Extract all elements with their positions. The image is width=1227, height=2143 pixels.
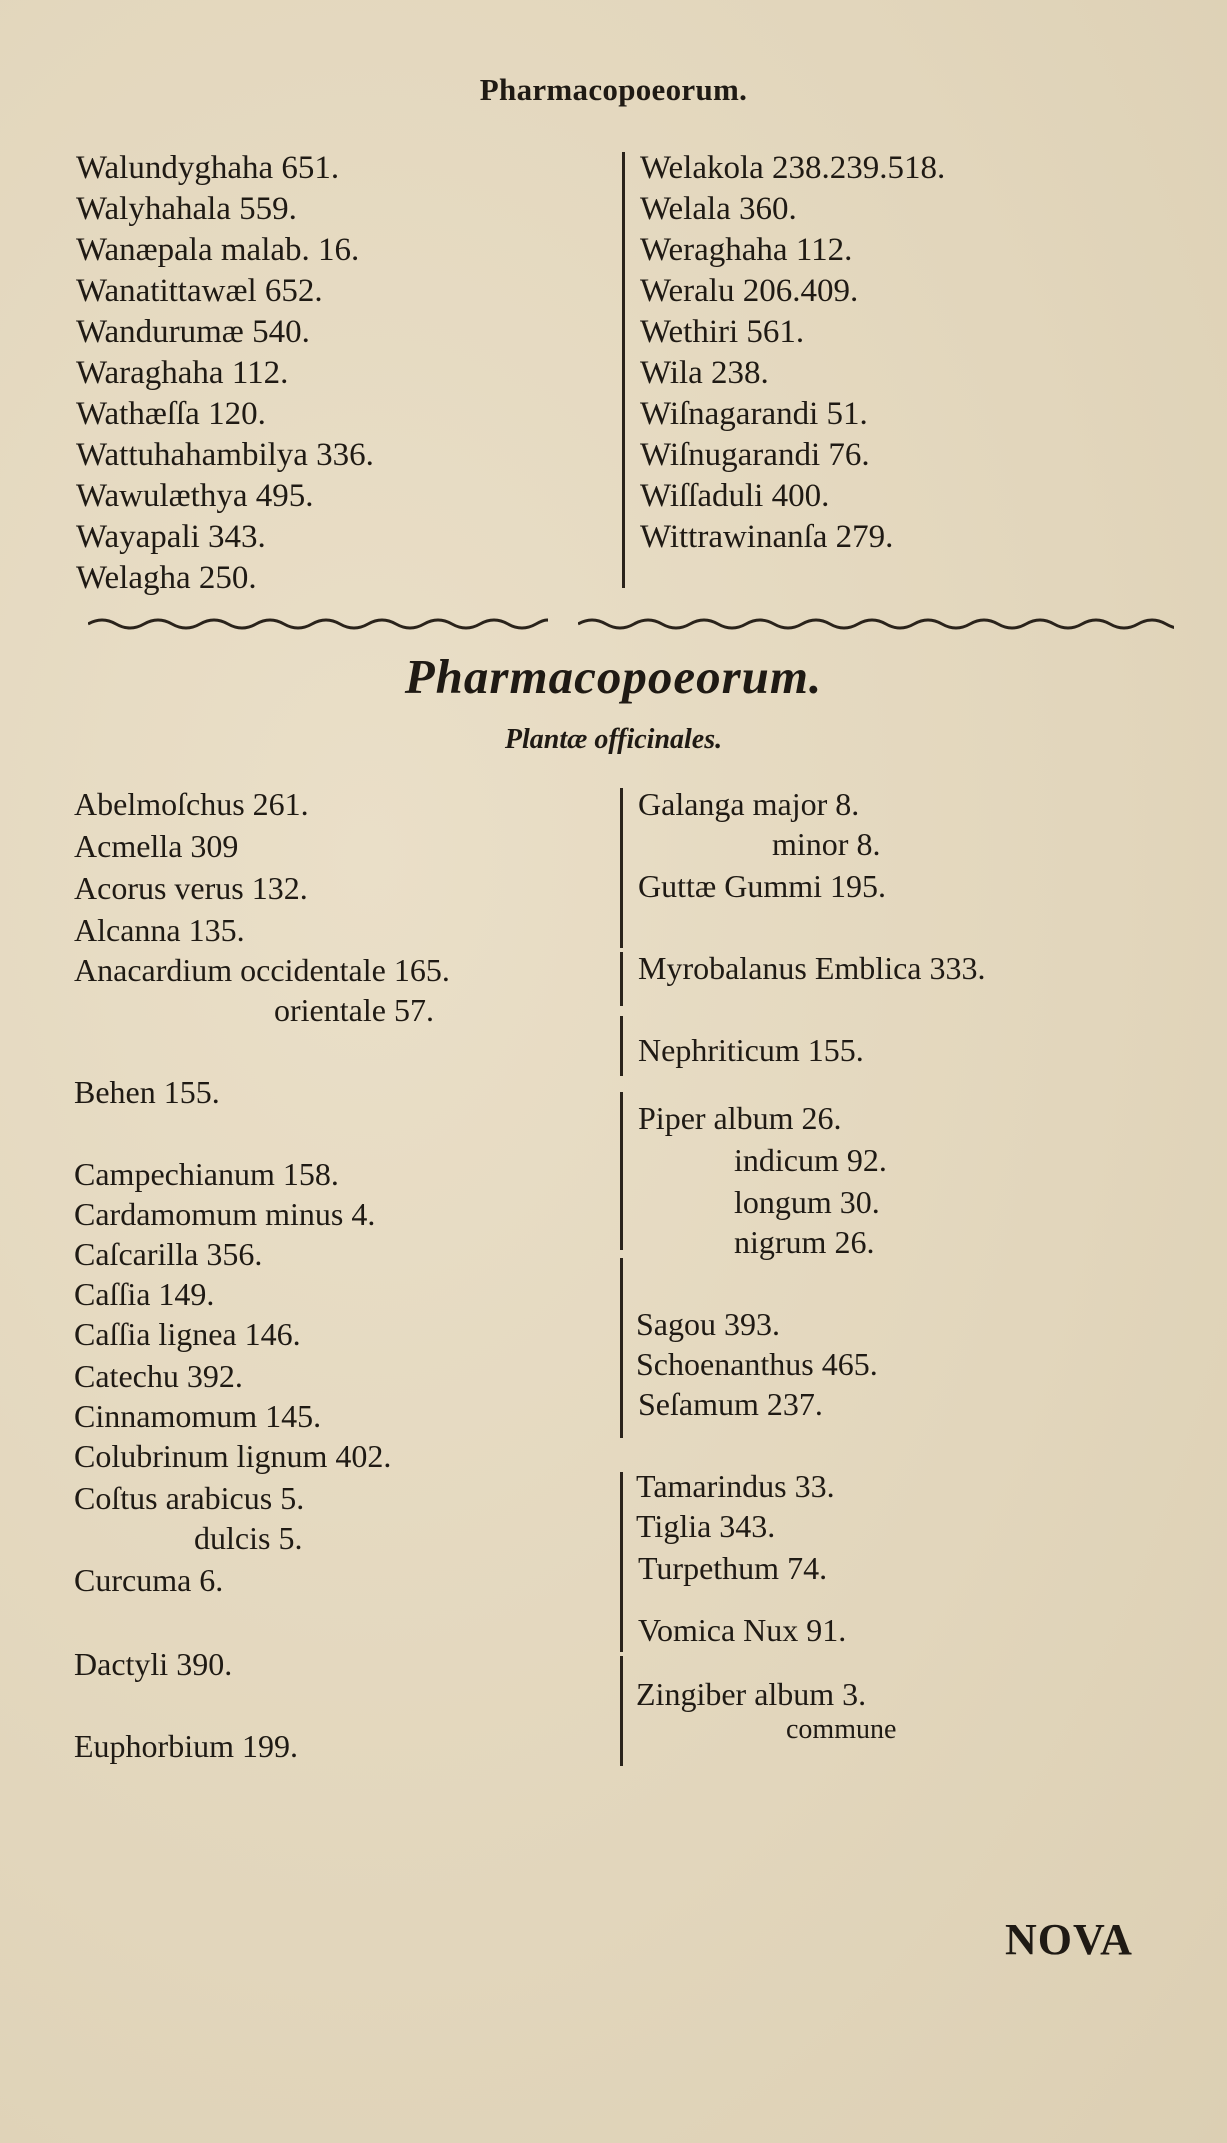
section-title: Pharmacopoeorum.	[404, 649, 823, 704]
entry-piper-indicum: indicum 92.	[734, 1142, 887, 1178]
entry-turpethum: Turpethum 74.	[638, 1550, 828, 1586]
rule-group-m	[620, 952, 623, 1006]
index-entry: Welakola 238.239.518.	[640, 150, 946, 186]
index-entry: Walundyghaha 651.	[76, 150, 340, 186]
entry-schoenanthus: Schoenanthus 465.	[636, 1346, 878, 1382]
index-entry: Wanatittawæl 652.	[76, 273, 323, 309]
entry-dactyli: Dactyli 390.	[74, 1646, 233, 1682]
entry-colubrinum: Colubrinum lignum 402.	[74, 1438, 392, 1474]
entry-sagou: Sagou 393.	[636, 1306, 780, 1342]
left-wavy-rule	[88, 612, 548, 636]
index-entry: Welagha 250.	[76, 560, 257, 596]
entry-catechu: Catechu 392.	[74, 1358, 243, 1394]
entry-acorus: Acorus verus 132.	[74, 870, 308, 906]
index-entry: Welala 360.	[640, 191, 797, 227]
entry-tamarindus: Tamarindus 33.	[636, 1468, 835, 1504]
index-entry: Wawulæthya 495.	[76, 478, 314, 514]
entry-nephriticum: Nephriticum 155.	[638, 1032, 864, 1068]
top-right-column	[640, 148, 945, 558]
rule-group-z	[620, 1656, 623, 1766]
index-entry: Wiſnugarandi 76.	[640, 437, 870, 473]
entry-piper-nigrum: nigrum 26.	[734, 1224, 875, 1260]
entry-piper-album: Piper album 26.	[638, 1100, 842, 1136]
entry-tiglia: Tiglia 343.	[636, 1508, 776, 1544]
entry-sesamum: Seſamum 237.	[638, 1386, 823, 1422]
right-wavy-rule	[578, 612, 1174, 636]
entry-cascarilla: Caſcarilla 356.	[74, 1236, 263, 1272]
entry-anacardium: Anacardium occidentale 165.	[74, 952, 450, 988]
entry-galanga-minor: minor 8.	[772, 826, 881, 862]
section-subtitle: Plantæ officinales.	[504, 724, 723, 755]
entry-anacardium-orientale: orientale 57.	[274, 992, 434, 1028]
entry-zingiber-album: Zingiber album 3.	[636, 1676, 867, 1712]
running-head: Pharmacopoeorum.	[479, 72, 748, 107]
entry-myrobalanus: Myrobalanus Emblica 333.	[638, 950, 986, 986]
entry-zingiber-commune: commune	[786, 1714, 897, 1745]
rule-group-g	[620, 788, 623, 948]
entry-cardamomum: Cardamomum minus 4.	[74, 1196, 376, 1232]
entry-piper-longum: longum 30.	[734, 1184, 880, 1220]
index-entry: Wiſnagarandi 51.	[640, 396, 868, 432]
entry-behen: Behen 155.	[74, 1074, 220, 1110]
index-entry: Wiſſaduli 400.	[640, 478, 830, 514]
entry-acmella: Acmella 309	[74, 828, 239, 864]
catchword: NOVA	[1005, 1915, 1133, 1964]
entry-alcanna: Alcanna 135.	[74, 912, 245, 948]
entry-cassia-lignea: Caſſia lignea 146.	[74, 1316, 301, 1352]
index-entry: Weraghaha 112.	[640, 232, 853, 268]
entry-cinnamomum: Cinnamomum 145.	[74, 1398, 322, 1434]
entry-euphorbium: Euphorbium 199.	[74, 1728, 298, 1764]
index-entry: Wayapali 343.	[76, 519, 266, 555]
index-entry: Wethiri 561.	[640, 314, 805, 350]
entry-cassia: Caſſia 149.	[74, 1276, 215, 1312]
index-entry: Walyhahala 559.	[76, 191, 297, 227]
entry-guttae-gummi: Guttæ Gummi 195.	[638, 868, 887, 904]
rule-group-s	[620, 1258, 623, 1438]
index-entry: Wittrawinanſa 279.	[640, 519, 894, 555]
top-left-column	[76, 148, 374, 599]
index-entry: Weralu 206.409.	[640, 273, 859, 309]
entry-costus-dulcis: dulcis 5.	[194, 1520, 303, 1556]
entry-vomica-nux: Vomica Nux 91.	[638, 1612, 847, 1648]
index-entry: Wattuhahambilya 336.	[76, 437, 374, 473]
entry-costus: Coſtus arabicus 5.	[74, 1480, 305, 1516]
index-entry: Wathæſſa 120.	[76, 396, 266, 432]
entry-abelmoschus: Abelmoſchus 261.	[74, 786, 309, 822]
entry-curcuma: Curcuma 6.	[74, 1562, 224, 1598]
rule-group-n	[620, 1016, 623, 1076]
entry-galanga-major: Galanga major 8.	[638, 786, 860, 822]
rule-group-t	[620, 1472, 623, 1652]
index-entry: Wandurumæ 540.	[76, 314, 310, 350]
top-column-rule	[622, 152, 625, 588]
index-entry: Wanæpala malab. 16.	[76, 232, 360, 268]
rule-group-p	[620, 1092, 623, 1250]
entry-campechianum: Campechianum 158.	[74, 1156, 339, 1192]
index-entry: Wila 238.	[640, 355, 769, 391]
index-entry: Waraghaha 112.	[76, 355, 289, 391]
